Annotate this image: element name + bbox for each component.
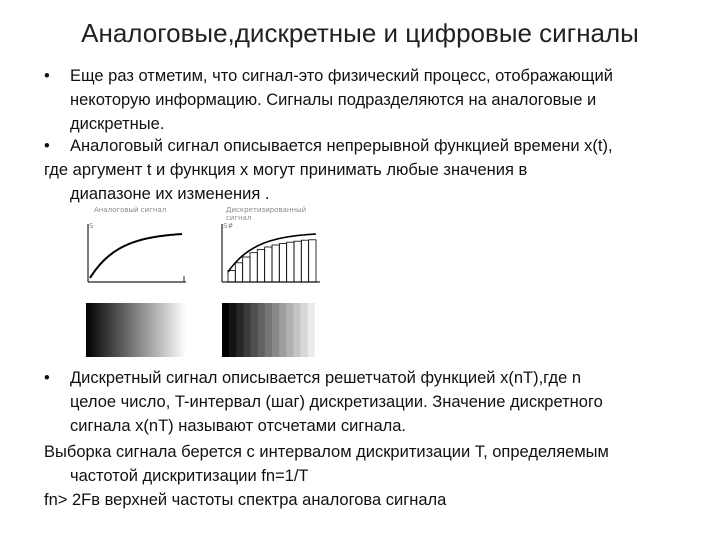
paragraph-1-line-3: дискретные.: [70, 115, 165, 133]
paragraph-5-line-1: fn> 2Fв верхней частоты спектра аналогова сигнала: [44, 491, 447, 509]
analog-plot: [82, 206, 192, 288]
paragraph-3-line-3: сигнала x(nT) называют отсчетами сигнала.: [70, 417, 407, 435]
paragraph-2-line-1: Аналоговый сигнал описывается непрерывной функцией времени x(t),: [70, 137, 613, 155]
discrete-caption: Дискретизированный сигнал: [226, 206, 307, 222]
bullet-marker: •: [44, 369, 50, 387]
gradient-step: [272, 303, 279, 357]
bullet-marker: •: [44, 67, 50, 85]
slide-title: Аналоговые,дискретные и цифровые сигналы: [81, 18, 639, 48]
analog-axis-label: S: [89, 222, 94, 230]
discrete-sample-bar: [250, 253, 257, 282]
discrete-signal-figure: [216, 206, 326, 288]
gradient-step: [236, 303, 243, 357]
paragraph-2-line-2: где аргумент t и функция x могут принимать любые значения в: [44, 161, 528, 179]
stepped-gradient-strip: [222, 303, 322, 357]
bullet-marker: •: [44, 137, 50, 155]
paragraph-1: [44, 64, 684, 136]
paragraph-2: [44, 134, 684, 206]
gradient-step: [315, 303, 322, 357]
gradient-step: [308, 303, 315, 357]
discrete-sample-bar: [228, 271, 235, 283]
discrete-sample-bar: [257, 249, 264, 282]
paragraph-4: [44, 440, 684, 488]
paragraph-3: [44, 366, 684, 438]
gradient-step: [265, 303, 272, 357]
gradient-step: [279, 303, 286, 357]
analog-signal-figure: [82, 206, 192, 288]
paragraph-1-line-2: некоторую информацию. Сигналы подразделяются на аналоговые и: [70, 91, 597, 109]
paragraph-1-line-1: Еще раз отметим, что сигнал-это физический процесс, отображающий: [70, 67, 613, 85]
gradient-step: [243, 303, 250, 357]
paragraph-3-line-2: целое число, T-интервал (шаг) дискретизации. Значение дискретного: [70, 393, 603, 411]
paragraph-4-line-2: частотой дискритизации fn=1/T: [70, 467, 309, 485]
discrete-sample-bar: [309, 240, 316, 282]
gradient-step: [251, 303, 258, 357]
discrete-plot: [216, 206, 326, 288]
discrete-sample-bar: [294, 241, 301, 282]
analog-caption: Аналоговый сигнал: [94, 206, 167, 214]
discrete-sample-bar: [265, 247, 272, 282]
gradient-step: [293, 303, 300, 357]
discrete-sample-bar: [272, 245, 279, 282]
continuous-gradient-strip: [86, 303, 186, 357]
paragraph-2-line-3: диапазоне их изменения .: [70, 185, 270, 203]
discrete-sample-bar: [301, 240, 308, 282]
gradient-step: [301, 303, 308, 357]
discrete-sample-bar: [243, 257, 250, 282]
analog-curve: [90, 234, 182, 278]
discrete-sample-bar: [279, 244, 286, 282]
paragraph-5: [44, 488, 684, 512]
paragraph-4-line-1: Выборка сигнала берется с интервалом дискритизации T, определяемым: [44, 443, 609, 461]
gradient-step: [222, 303, 229, 357]
discrete-axis-label: S#: [223, 222, 234, 230]
paragraph-3-line-1: Дискретный сигнал описывается решетчатой функцией x(nT),где n: [70, 369, 582, 387]
continuous-gradient-fill: [86, 303, 186, 357]
gradient-step: [286, 303, 293, 357]
gradient-step: [229, 303, 236, 357]
discrete-sample-bar: [287, 242, 294, 282]
discrete-sample-bar: [235, 263, 242, 282]
gradient-step: [258, 303, 265, 357]
